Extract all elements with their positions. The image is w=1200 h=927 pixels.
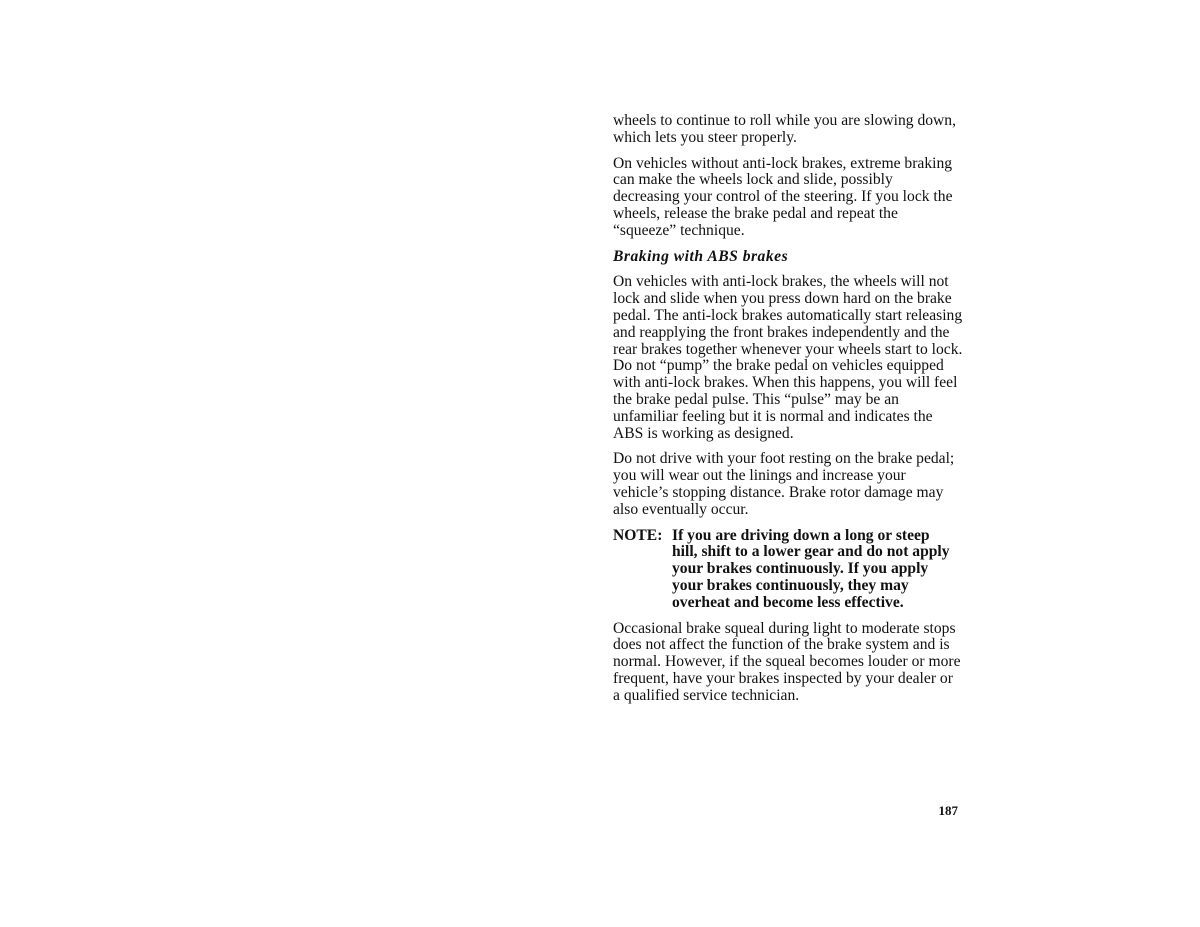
note-text: If you are driving down a long or steep hill, shift to a lower gear and do not apply your brakes continuously. If you apply your brakes continuously, they may overheat and become less effective. [672, 526, 950, 611]
text-column [613, 113, 963, 714]
page-number: 187 [938, 803, 958, 818]
note-label: NOTE: [613, 526, 663, 544]
paragraph-non-abs-braking: On vehicles without anti-lock brakes, extreme braking can make the wheels lock and slide, possibly decreasing your control of the steering. If you lock the wheels, release the brake pedal and repeat the “squeeze” technique. [613, 154, 953, 239]
paragraph-brake-squeal: Occasional brake squeal during light to moderate stops does not affect the function of the brake system and is normal. However, if the squeal becomes louder or more frequent, have your brakes inspected by your dealer or a qualified service technician. [613, 619, 961, 704]
note-block [613, 528, 963, 612]
section-heading-abs-brakes: Braking with ABS brakes [613, 247, 789, 265]
paragraph-wheels-roll: wheels to continue to roll while you are slowing down, which lets you steer properly. [613, 112, 957, 146]
paragraph-abs-behavior: On vehicles with anti-lock brakes, the wheels will not lock and slide when you press down hard on the brake pedal. The anti-lock brakes automatically start releasing and reapplying the front brakes independently and the rear brakes together whenever your wheels start to lock. Do not “pump” the brake pedal on vehicles equipped with anti-lock brakes. When this happens, you will feel the brake pedal pulse. This “pulse” may be an unfamiliar feeling but it is normal and indicates the ABS is working as designed. [613, 273, 963, 442]
paragraph-foot-resting: Do not drive with your foot resting on the brake pedal; you will wear out the linings and increase your vehicle’s stopping distance. Brake rotor damage may also eventually occur. [613, 450, 955, 518]
